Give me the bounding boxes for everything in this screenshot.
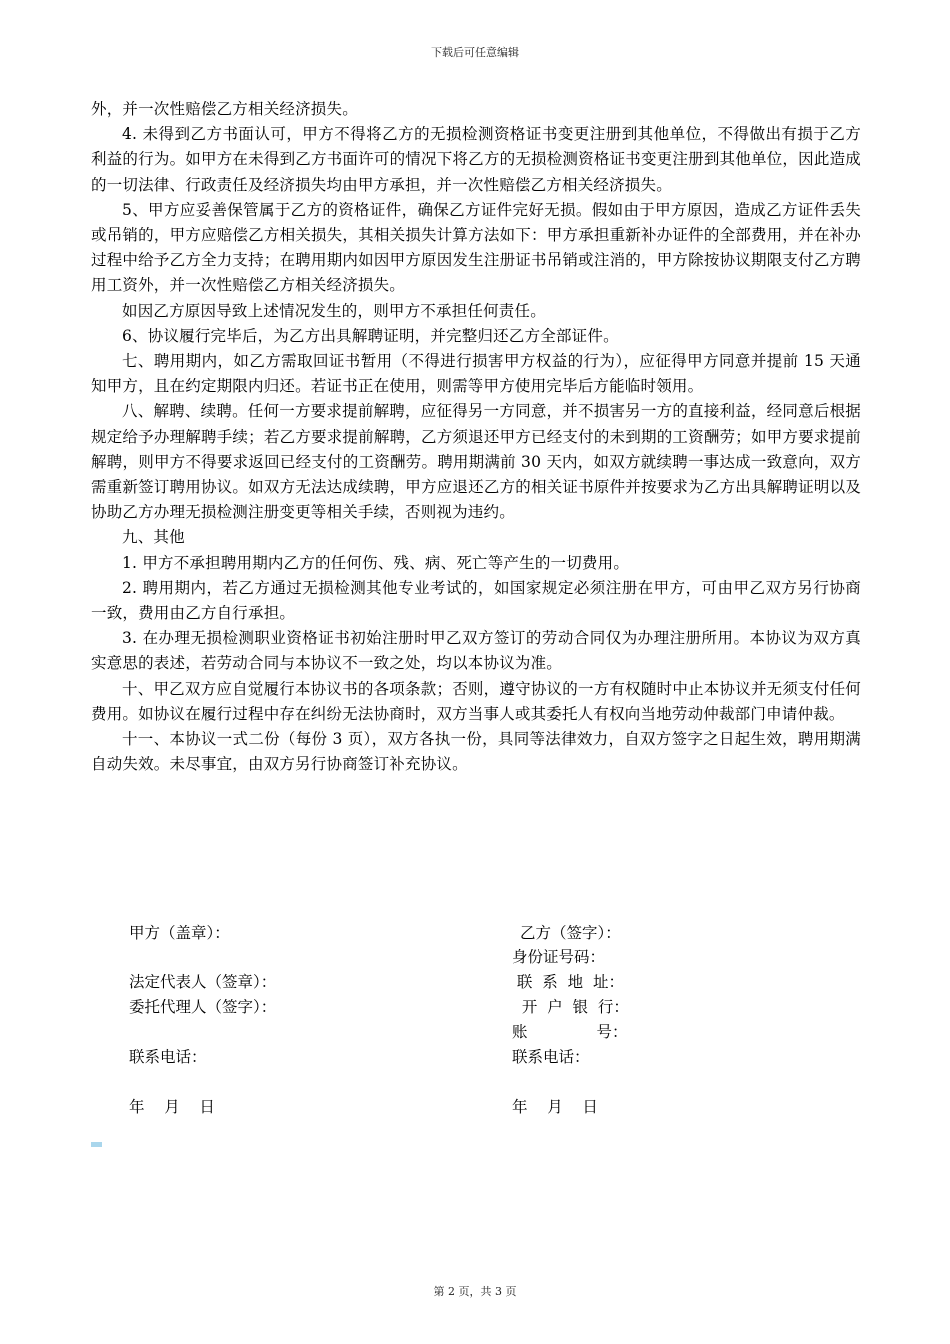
party-b-date-label: 年 月 日 — [512, 1098, 598, 1116]
paragraph: 外，并一次性赔偿乙方相关经济损失。 — [91, 100, 358, 118]
paragraph: 九、其他 — [122, 528, 185, 547]
party-b-account-label: 账 号： — [512, 1023, 628, 1041]
paragraph: 八、解聘、续聘。任何一方要求提前解聘，应征得另一方同意，并不损害另一方的直接利益，经同意后根据规定给予办理解聘手续；若乙方要求提前解聘，乙方须退还甲方已经支付的未到期的工资酬劳；如甲方要求提前解聘，则甲方不得要求返回已经支付的工资酬劳。聘用期满前 30 天内，如双方就续聘一事达成一致意向，双方需重新签订聘用协议。如双方无法达成续聘，甲方应退还乙方的相关证书原件并按要求为乙方出具解聘证明以及协助乙方办理无损检测注册变更等相关手续，否则视为违约。 — [91, 402, 861, 522]
paragraph: 如因乙方原因导致上述情况发生的，则甲方不承担任何责任。 — [122, 301, 546, 320]
party-b-address-label: 联 系 地 址： — [512, 973, 624, 991]
paragraph: 十一、本协议一式二份（每份 3 页），双方各执一份，具同等法律效力，自双方签字之日起生效，聘用期满自动失效。未尽事宜，由双方另行协商签订补充协议。 — [91, 730, 861, 774]
party-b-phone-label: 联系电话： — [512, 1048, 590, 1066]
paragraph: 七、聘用期内，如乙方需取回证书暂用（不得进行损害甲方权益的行为），应征得甲方同意并提前 15 天通知甲方，且在约定期限内归还。若证书正在使用，则需等甲方使用完毕后方能临时领用。 — [91, 352, 861, 396]
party-b-bank-label: 开 户 银 行： — [512, 998, 629, 1016]
party-a-phone-label: 联系电话： — [129, 1048, 207, 1066]
party-a-legal-rep-label: 法定代表人（签章）： — [129, 973, 277, 991]
paragraph: 4. 未得到乙方书面认可，甲方不得将乙方的无损检测资格证书变更注册到其他单位，不得做出有损于乙方利益的行为。如甲方在未得到乙方书面许可的情况下将乙方的无损检测资格证书变更注册到其他单位，因此造成的一切法律、行政责任及经济损失均由甲方承担，并一次性赔偿乙方相关经济损失。 — [91, 125, 861, 194]
party-b-id-label: 身份证号码： — [512, 948, 606, 966]
page-footer-number: 第 2 页，共 3 页 — [433, 1285, 517, 1298]
party-a-seal-label: 甲方（盖章）： — [129, 924, 230, 942]
paragraph: 2. 聘用期内，若乙方通过无损检测其他专业考试的，如国家规定必须注册在甲方，可由甲乙双方另行协商一致，费用由乙方自行承担。 — [91, 578, 861, 623]
page-header-note: 下载后可任意编辑 — [431, 46, 519, 59]
agreement-body — [91, 97, 861, 777]
party-a-date-label: 年 月 日 — [129, 1098, 215, 1116]
paragraph: 5、甲方应妥善保管属于乙方的资格证件，确保乙方证件完好无损。假如由于甲方原因，造成乙方证件丢失或吊销的，甲方应赔偿乙方相关损失，其相关损失计算方法如下：甲方承担重新补办证件的全部费用，并在补办过程中给予乙方全力支持；在聘用期内如因甲方原因发生注册证书吊销或注消的，甲方除按协议期限支付乙方聘用工资外，并一次性赔偿乙方相关经济损失。 — [91, 200, 861, 295]
paragraph: 十、甲乙双方应自觉履行本协议书的各项条款；否则，遵守协议的一方有权随时中止本协议并无须支付任何费用。如协议在履行过程中存在纠纷无法协商时，双方当事人或其委托人有权向当地劳动仲裁部门申请仲裁。 — [91, 679, 861, 723]
party-b-sign-label: 乙方（签字）： — [520, 924, 621, 942]
paragraph: 3. 在办理无损检测职业资格证书初始注册时甲乙双方签订的劳动合同仅为办理注册所用。本协议为双方真实意思的表述，若劳动合同与本协议不一致之处，均以本协议为准。 — [91, 629, 861, 673]
paragraph: 6、协议履行完毕后，为乙方出具解聘证明，并完整归还乙方全部证件。 — [122, 326, 619, 345]
text-cursor-marker — [91, 1142, 102, 1147]
party-a-agent-label: 委托代理人（签字）： — [129, 998, 277, 1016]
paragraph: 1. 甲方不承担聘用期内乙方的任何伤、残、病、死亡等产生的一切费用。 — [122, 553, 630, 572]
